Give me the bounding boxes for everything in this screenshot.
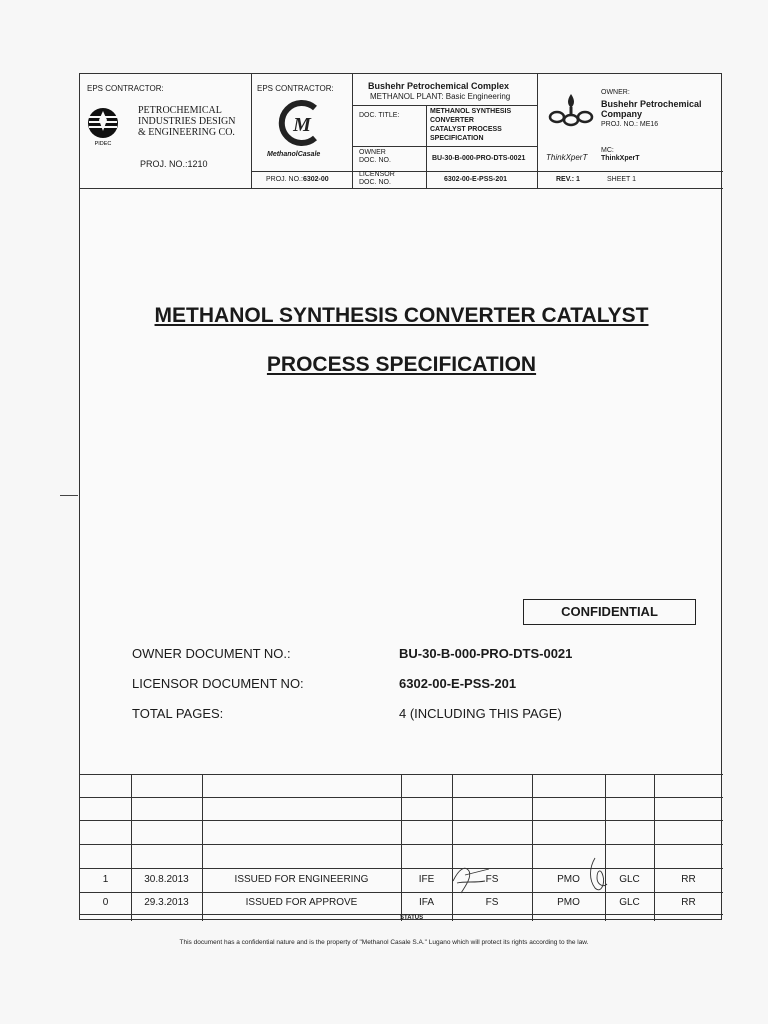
revision-cell-approved: GLC xyxy=(619,897,640,908)
plant-prefix: METHANOL PLANT: xyxy=(370,92,444,101)
revision-cell-date: 29.3.2013 xyxy=(144,897,189,908)
signature-mark xyxy=(585,854,613,899)
header-divider xyxy=(352,146,537,147)
revision-cell-description: ISSUED FOR APPROVE xyxy=(245,897,358,908)
revision-cell-rev: 0 xyxy=(102,897,109,908)
revision-cell-checked: PMO xyxy=(557,874,580,885)
doc-title-line: SPECIFICATION xyxy=(430,135,484,142)
plant-value: Basic Engineering xyxy=(445,92,511,101)
revision-cell-authorized: RR xyxy=(681,897,696,908)
eps-contractor-label: EPS CONTRACTOR: xyxy=(87,84,164,93)
doc-title-value xyxy=(430,107,511,143)
pidec-name-line: INDUSTRIES DESIGN xyxy=(138,116,236,127)
sheet-number: SHEET 1 xyxy=(607,176,637,183)
header-bottom-border xyxy=(80,188,723,189)
revision-cell-status: IFA xyxy=(418,897,434,908)
plant-line xyxy=(370,92,510,101)
document-title-line-1: METHANOL SYNTHESIS CONVERTER CATALYST xyxy=(154,304,649,327)
licensor-document-no-label: LICENSOR DOCUMENT NO: xyxy=(132,676,304,691)
document-title-line-2: PROCESS SPECIFICATION xyxy=(266,353,537,376)
confidentiality-footer: This document has a confidential nature and is the property of "Methanol Casale S.A." Lugano which will protect its rights according to the law. xyxy=(179,939,589,946)
methanol-casale-logo xyxy=(275,98,325,148)
signature-mark xyxy=(445,859,495,899)
total-pages-value: 4 (INCLUDING THIS PAGE) xyxy=(399,706,562,721)
owner-document-no-label: OWNER DOCUMENT NO.: xyxy=(132,646,291,661)
owner-doc-label-line: OWNER xyxy=(359,149,386,156)
revision-cell-date: 30.8.2013 xyxy=(144,874,189,885)
header-divider xyxy=(352,171,723,172)
pidec-name xyxy=(138,105,236,138)
header-divider xyxy=(251,171,352,172)
revision-cell-prepared: FS xyxy=(485,874,499,885)
document-page xyxy=(79,73,722,920)
pidec-name-line: & ENGINEERING CO. xyxy=(138,127,235,138)
owner-name-line: Bushehr Petrochemical xyxy=(601,99,702,109)
doc-title-line: CATALYST PROCESS xyxy=(430,126,502,133)
thinkxpert-mark: ThinkXperT xyxy=(546,153,588,162)
owner-doc-value: BU-30-B-000-PRO-DTS-0021 xyxy=(432,155,526,162)
revision-cell-checked: PMO xyxy=(557,897,580,908)
owner-logo xyxy=(548,92,594,128)
revision-cell-rev: 1 xyxy=(102,874,109,885)
revision-number: REV.: 1 xyxy=(556,176,580,183)
pidec-name-line: PETROCHEMICAL xyxy=(138,105,222,116)
complex-name: Bushehr Petrochemical Complex xyxy=(368,81,510,91)
owner-name xyxy=(601,99,702,119)
owner-label: OWNER: xyxy=(601,89,630,96)
svg-text:M: M xyxy=(293,114,311,136)
casale-proj-value: 6302-00 xyxy=(302,176,329,183)
licensor-doc-label-line: DOC. NO. xyxy=(359,179,391,186)
header-divider xyxy=(352,105,537,106)
licensor-doc-label-line: LICENSOR xyxy=(359,171,395,178)
doc-title-line: CONVERTER xyxy=(430,117,474,124)
owner-proj-no: PROJ. NO.: ME16 xyxy=(601,121,659,128)
revision-cell-status: IFE xyxy=(418,874,435,885)
confidential-badge: CONFIDENTIAL xyxy=(523,599,696,625)
pidec-logo xyxy=(86,104,120,148)
margin-mark xyxy=(60,495,78,496)
owner-doc-label-line: DOC. NO. xyxy=(359,157,391,164)
doc-title-label: DOC. TITLE: xyxy=(359,112,400,119)
revision-cell-description: ISSUED FOR ENGINEERING xyxy=(234,874,369,885)
mc-label: MC: xyxy=(601,147,614,154)
header-divider xyxy=(426,105,427,188)
status-label: STATUS xyxy=(400,915,424,921)
mc-value: ThinkXperT xyxy=(601,155,640,162)
pidec-logo-text: PIDEC xyxy=(94,141,112,147)
casale-proj-no xyxy=(266,176,329,184)
total-pages-label: TOTAL PAGES: xyxy=(132,706,224,721)
eps-contractor-label: EPS CONTRACTOR: xyxy=(257,84,334,93)
owner-name-line: Company xyxy=(601,109,643,119)
pidec-proj-no: PROJ. NO.:1210 xyxy=(140,159,208,169)
licensor-doc-label xyxy=(359,171,395,187)
casale-proj-label: PROJ. NO.: xyxy=(266,176,303,183)
licensor-doc-value: 6302-00-E-PSS-201 xyxy=(444,176,508,183)
licensor-document-no-value: 6302-00-E-PSS-201 xyxy=(399,676,517,691)
methanol-casale-wordmark: MethanolCasale xyxy=(267,151,321,158)
owner-doc-label xyxy=(359,149,391,165)
owner-document-no-value: BU-30-B-000-PRO-DTS-0021 xyxy=(399,646,573,661)
revision-cell-prepared: FS xyxy=(485,897,499,908)
doc-title-line: METHANOL SYNTHESIS xyxy=(430,108,512,115)
revision-cell-authorized: RR xyxy=(681,874,696,885)
revision-cell-approved: GLC xyxy=(619,874,640,885)
